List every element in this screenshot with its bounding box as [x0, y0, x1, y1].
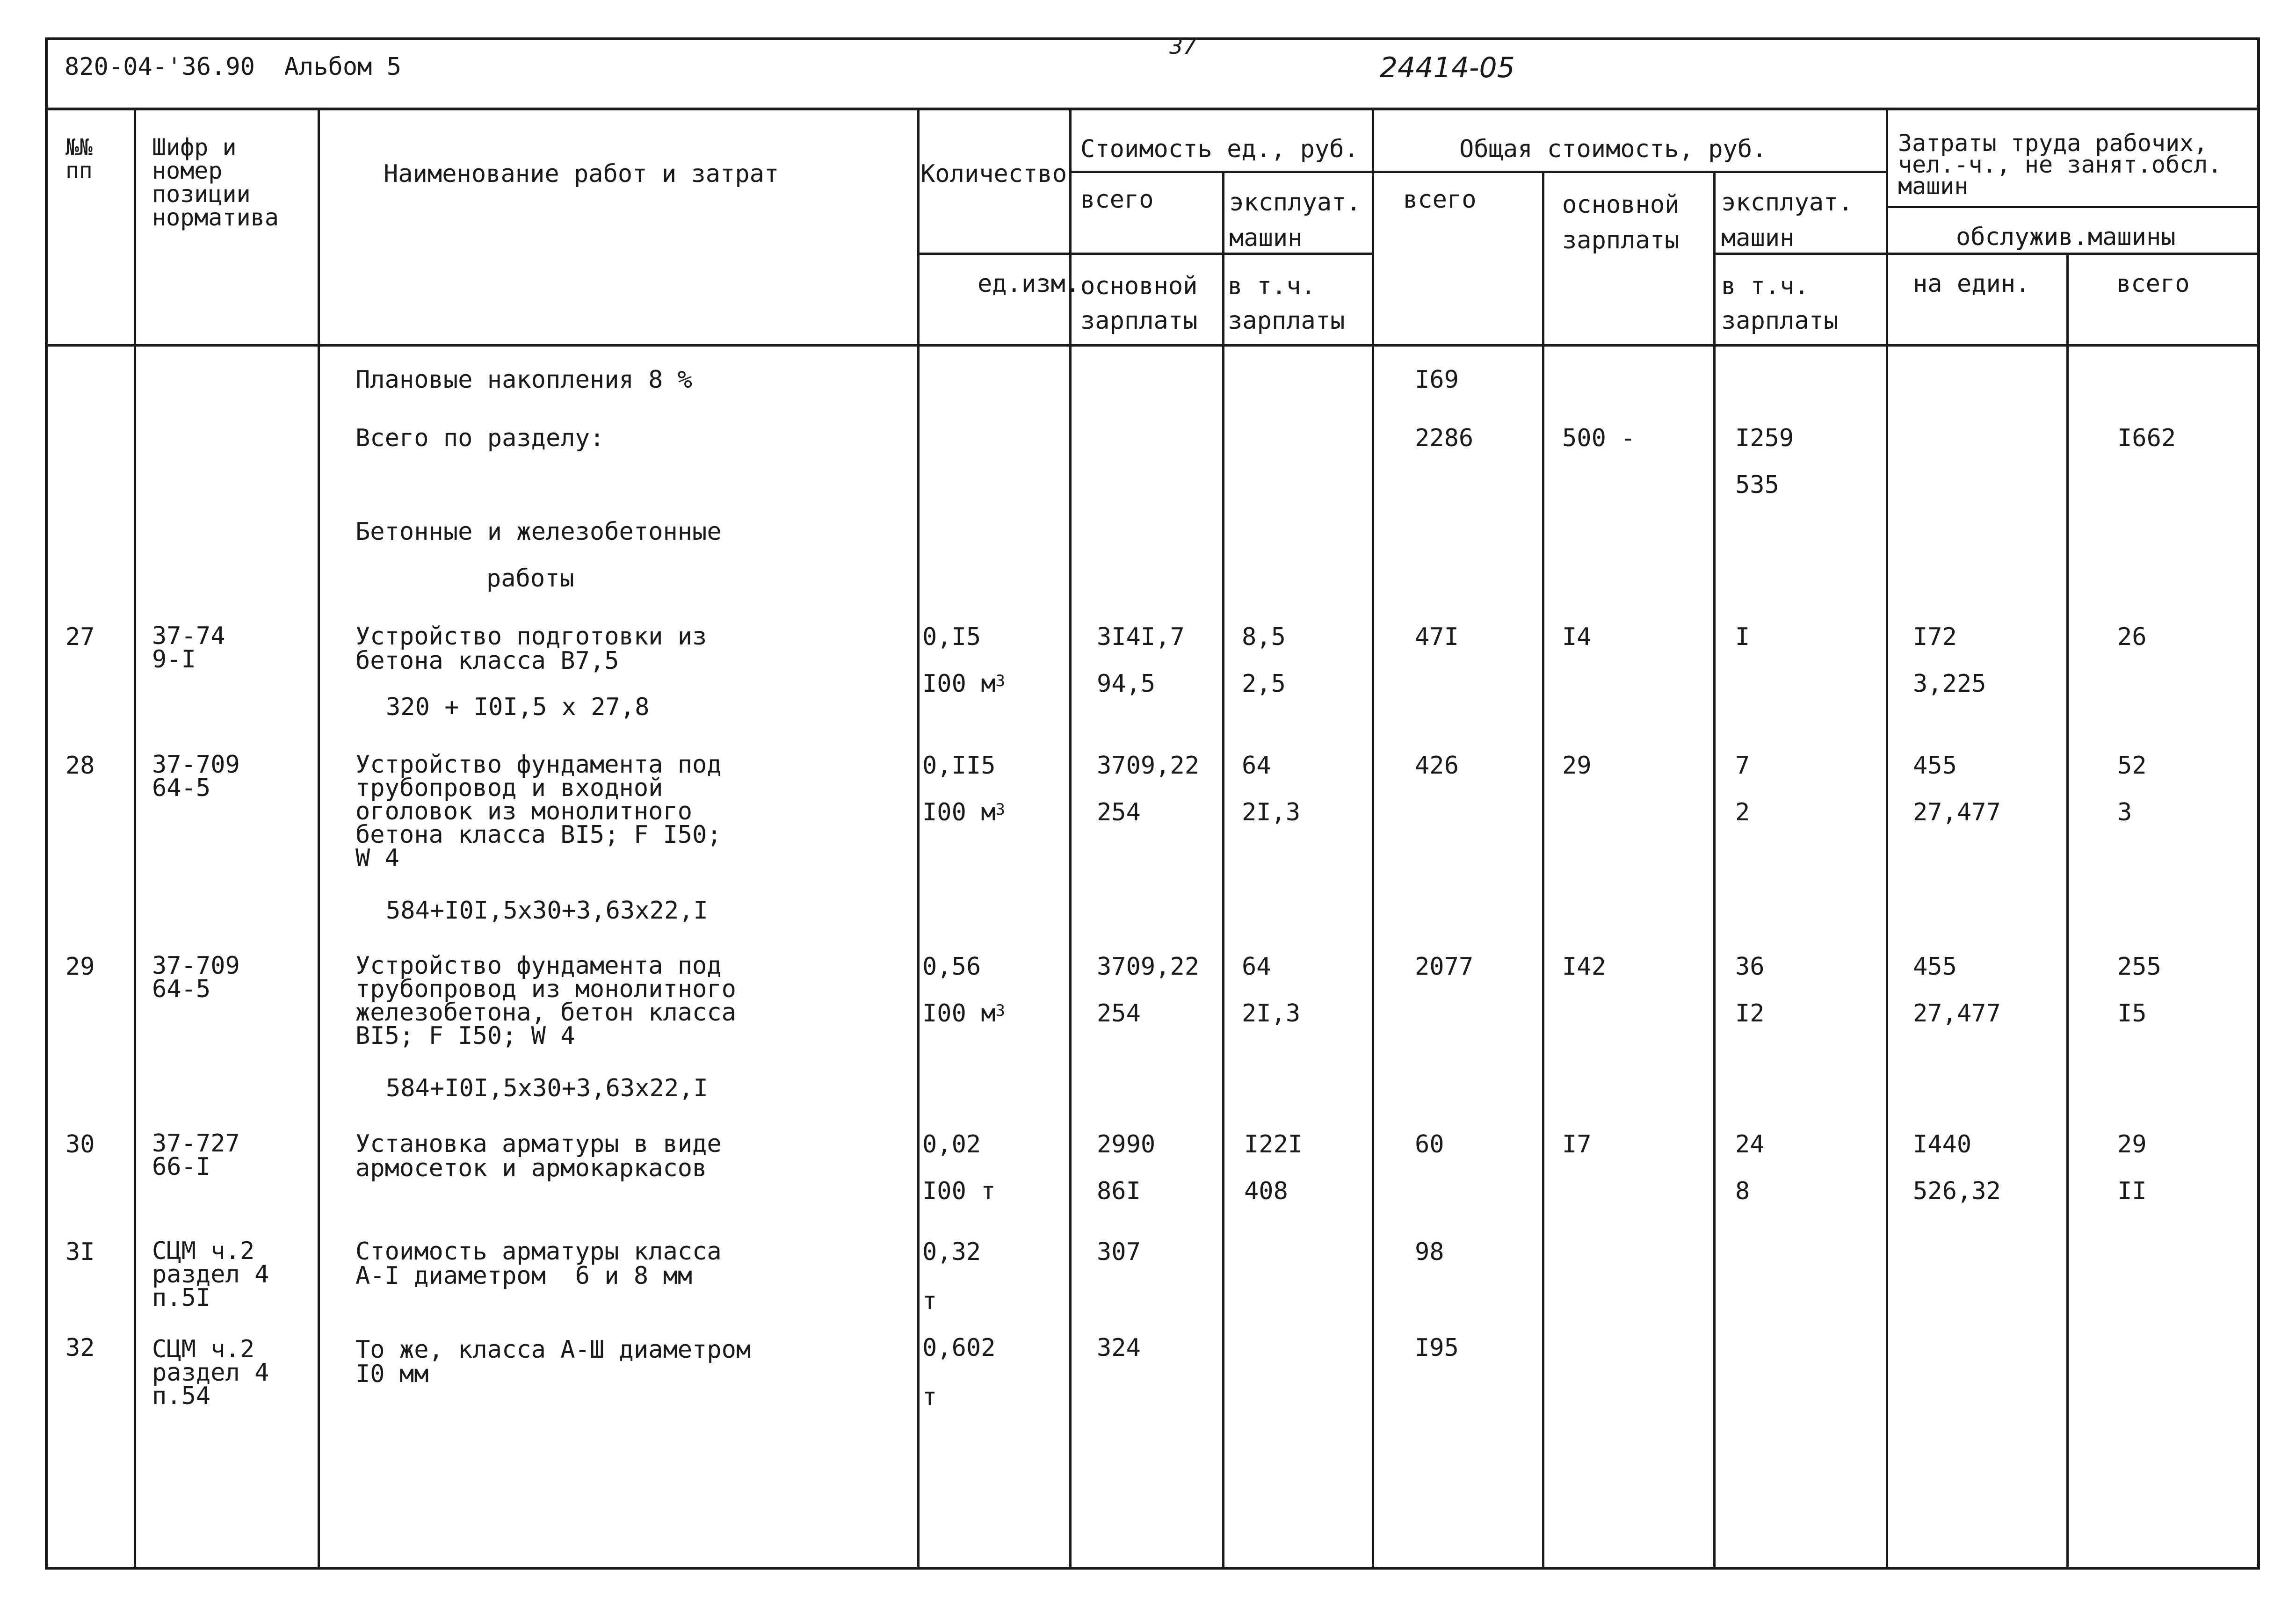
row-total-all: I95 — [1415, 1334, 1459, 1362]
row-unit-total: 3709,22 — [1097, 953, 1200, 981]
unit-superscript: 3 — [995, 672, 1006, 690]
row-labor-unit: 455 — [1913, 752, 1957, 780]
row-total-all: 47I — [1415, 623, 1459, 651]
row-labor-total: 29 — [2117, 1130, 2147, 1158]
row-unit-mach: I22I — [1244, 1130, 1303, 1158]
row-total-mach: 36 — [1735, 953, 1765, 981]
row-total-all: 60 — [1415, 1130, 1444, 1158]
row-unit-mach-wage: 2,5 — [1242, 670, 1286, 698]
header-divider — [45, 108, 2260, 110]
row-unit-wage: 254 — [1097, 999, 1141, 1028]
row-qty: 0,I5 — [922, 623, 981, 651]
col-header-total-mach: эксплуат. машин — [1721, 188, 1853, 252]
row-labor-unit-2: 3,225 — [1913, 670, 1986, 698]
row-unit-mach: 64 — [1242, 953, 1271, 981]
row-unit — [922, 671, 1005, 696]
row-labor-total: 26 — [2117, 623, 2147, 651]
row-labor-unit: I72 — [1913, 623, 1957, 651]
row-unit-total: 3709,22 — [1097, 752, 1200, 780]
row-total-wage: I7 — [1562, 1130, 1592, 1158]
row-total-all: 98 — [1415, 1238, 1444, 1266]
row-name: Устройство фундамента под трубопровод и входной оголовок из монолитного бетона класса ВI5; F I50; W 4 — [355, 751, 722, 872]
row-code: 37-709 64-5 — [152, 952, 240, 1003]
row-total-mach-wage: 8 — [1735, 1177, 1750, 1205]
row-name: Устройство подготовки из бетона класса В7,5 — [355, 623, 707, 675]
col-header-total-mach-wage: в т.ч. зарплаты — [1721, 272, 1839, 335]
sheet-code: 24414-05 — [1380, 51, 1515, 84]
row-unit — [922, 1288, 937, 1314]
col-header-labor-unit: на един. — [1913, 270, 2030, 298]
row-name: Стоимость арматуры класса А-I диаметром 6 и 8 мм — [355, 1238, 722, 1290]
row-labor-total: 52 — [2117, 752, 2147, 780]
row-unit-wage: 254 — [1097, 798, 1141, 826]
col-line-2 — [318, 110, 320, 1570]
col-header-labor: Затраты труда рабочих, чел.-ч., не занят.обсл. машин — [1898, 130, 2222, 200]
row-number: 28 — [65, 752, 95, 780]
row-number: 30 — [65, 1130, 95, 1158]
planned-savings-label: Плановые накопления 8 % — [355, 366, 693, 394]
unit-text: т — [922, 1287, 937, 1315]
col-header-total-cost: Общая стоимость, руб. — [1459, 135, 1767, 163]
row-labor-total-2: I5 — [2117, 999, 2147, 1028]
row-name: Устройство фундамента под трубопровод из монолитного железобетона, бетон класса ВI5; F I50; W 4 — [355, 952, 736, 1050]
col-header-unit-mach-wage: в т.ч. зарплаты — [1228, 272, 1345, 335]
section-mach: I259 — [1735, 424, 1794, 452]
row-formula: 584+I0I,5x30+3,63x22,I — [386, 1074, 708, 1102]
section-total-label: Всего по разделу: — [355, 424, 605, 452]
row-qty: 0,602 — [922, 1334, 996, 1362]
row-total-all: 426 — [1415, 752, 1459, 780]
unit-text: I00 м — [922, 798, 996, 826]
row-total-mach-wage: I2 — [1735, 999, 1765, 1028]
doc-code: 820-04-'36.90 Альбом 5 — [65, 53, 402, 81]
row-unit-total: 324 — [1097, 1334, 1141, 1362]
section-mach-wage: 535 — [1735, 471, 1779, 499]
row-labor-unit: 455 — [1913, 953, 1957, 981]
new-section-title-1: Бетонные и железобетонные — [355, 518, 722, 546]
page-number: 37 — [1169, 34, 1197, 59]
row-unit-total: 307 — [1097, 1238, 1141, 1266]
row-unit — [922, 800, 1005, 825]
row-unit-mach-wage: 408 — [1244, 1177, 1288, 1205]
row-total-mach-wage: 2 — [1735, 798, 1750, 826]
col-header-unit-cost: Стоимость ед., руб. — [1080, 135, 1359, 163]
row-name: То же, класса А-Ш диаметром I0 мм — [355, 1336, 751, 1388]
row-labor-total: 255 — [2117, 953, 2161, 981]
row-total-wage: I4 — [1562, 623, 1592, 651]
unit-text: т — [922, 1383, 937, 1411]
row-unit-mach-wage: 2I,3 — [1242, 999, 1301, 1028]
col-header-num: №№ пп — [65, 134, 93, 184]
col-header-total-wage: основной зарплаты — [1562, 191, 1680, 254]
row-number: 29 — [65, 953, 95, 981]
row-total-all: 2077 — [1415, 953, 1474, 981]
unit-superscript: 3 — [995, 800, 1006, 819]
new-section-title-2: работы — [486, 565, 574, 593]
row-labor-unit-2: 27,477 — [1913, 999, 2001, 1028]
row-name: Установка арматуры в виде армосеток и армокаркасов — [355, 1130, 722, 1182]
unit-text: I00 м — [922, 999, 996, 1028]
col-header-qty-unit: ед.изм. — [978, 270, 1080, 298]
row-total-mach: I — [1735, 623, 1750, 651]
row-unit-wage: 94,5 — [1097, 670, 1156, 698]
row-number: 27 — [65, 623, 95, 651]
unit-superscript: 3 — [995, 1001, 1006, 1020]
unit-cost-subline — [1069, 171, 1372, 173]
col-header-unit-wage: основной зарплаты — [1080, 272, 1198, 335]
row-number: 3I — [65, 1238, 95, 1266]
planned-savings-total: I69 — [1415, 366, 1459, 394]
col-line-1 — [134, 110, 136, 1570]
col-line-4 — [1069, 110, 1072, 1570]
col-header-unit-total: всего — [1080, 186, 1154, 214]
row-labor-total-2: 3 — [2117, 798, 2132, 826]
row-code: СЦМ ч.2 раздел 4 п.5I — [152, 1237, 269, 1312]
row-qty: 0,56 — [922, 953, 981, 981]
row-unit-wage: 86I — [1097, 1177, 1141, 1205]
row-unit-mach: 64 — [1242, 752, 1271, 780]
labor-subline — [1886, 206, 2260, 208]
row-unit-mach-wage: 2I,3 — [1242, 798, 1301, 826]
row-code: 37-709 64-5 — [152, 751, 240, 802]
row-total-mach: 7 — [1735, 752, 1750, 780]
section-wage: 500 - — [1562, 424, 1636, 452]
col-line-6 — [1372, 110, 1374, 1570]
col-header-labor-service: обслужив.машины — [1956, 223, 2176, 251]
row-unit — [922, 1001, 1005, 1026]
row-formula: 584+I0I,5x30+3,63x22,I — [386, 897, 708, 925]
row-qty: 0,II5 — [922, 752, 996, 780]
row-qty: 0,02 — [922, 1130, 981, 1158]
row-unit — [922, 1179, 996, 1204]
row-labor-unit-2: 526,32 — [1913, 1177, 2001, 1205]
row-total-wage: I42 — [1562, 953, 1606, 981]
row-unit-total: 3I4I,7 — [1097, 623, 1185, 651]
col-line-5 — [1222, 171, 1224, 1570]
col-header-name: Наименование работ и затрат — [384, 160, 779, 188]
row-code: 37-727 66-I — [152, 1129, 240, 1181]
col-header-total-all: всего — [1403, 186, 1477, 214]
total-cost-subline — [1372, 171, 1886, 173]
unit-text: I00 т — [922, 1177, 996, 1205]
unit-text: I00 м — [922, 670, 996, 698]
col-line-9 — [1886, 110, 1888, 1570]
col-header-labor-total: всего — [2116, 270, 2190, 298]
table-header-bottom-line — [45, 344, 2260, 347]
row-total-wage: 29 — [1562, 752, 1592, 780]
labor-service-subline — [1886, 253, 2260, 255]
col-header-code: Шифр и номер позиции норматива — [152, 134, 279, 231]
col-line-3 — [917, 110, 920, 1570]
row-formula: 320 + I0I,5 x 27,8 — [386, 693, 650, 721]
row-labor-unit-2: 27,477 — [1913, 798, 2001, 826]
col-header-qty: Количество — [920, 160, 1067, 188]
section-total: 2286 — [1415, 424, 1474, 452]
row-code: 37-74 9-I — [152, 622, 225, 673]
col-line-7 — [1542, 171, 1544, 1570]
col-line-10 — [2066, 253, 2069, 1570]
section-labor: I662 — [2117, 424, 2176, 452]
row-unit-total: 2990 — [1097, 1130, 1156, 1158]
row-unit-mach: 8,5 — [1242, 623, 1286, 651]
row-number: 32 — [65, 1334, 95, 1362]
row-total-mach: 24 — [1735, 1130, 1765, 1158]
col-line-8 — [1713, 171, 1716, 1570]
row-labor-unit: I440 — [1913, 1130, 1972, 1158]
row-unit — [922, 1384, 937, 1410]
col-header-unit-mach: эксплуат. машин — [1229, 188, 1361, 252]
row-qty: 0,32 — [922, 1238, 981, 1266]
row-code: СЦМ ч.2 раздел 4 п.54 — [152, 1335, 269, 1410]
row-labor-total-2: II — [2117, 1177, 2147, 1205]
